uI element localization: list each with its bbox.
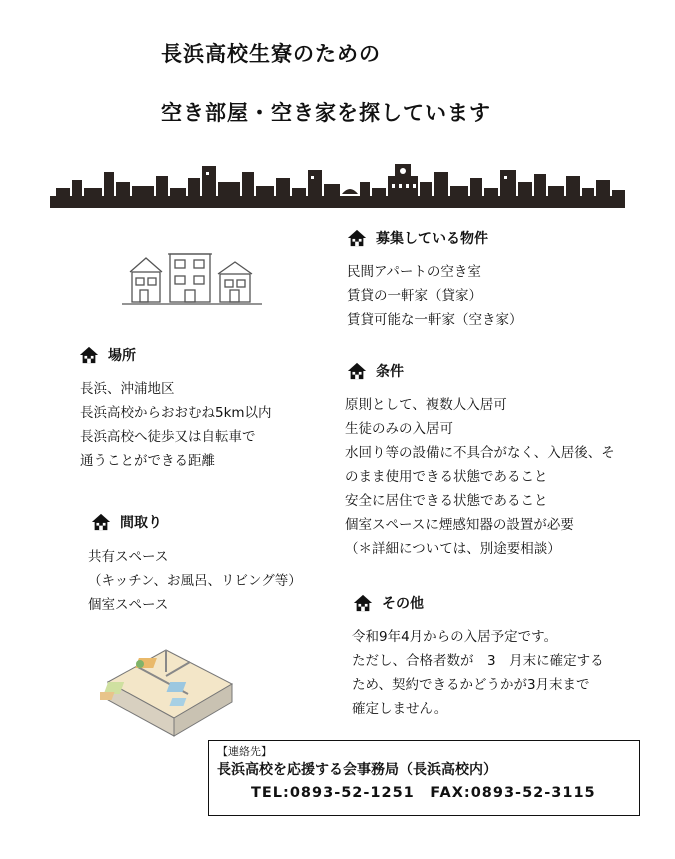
list-item: 確定しません。	[352, 701, 448, 717]
city-skyline-icon	[50, 158, 625, 208]
list-item: 共有スペース	[88, 549, 169, 565]
section-title-other: その他	[382, 596, 424, 612]
section-heading-location	[78, 345, 136, 365]
contact-organization: 長浜高校を応援する会事務局（長浜高校内）	[217, 762, 497, 778]
house-icon	[352, 593, 374, 613]
section-title-layout: 間取り	[120, 515, 162, 531]
section-heading-conditions	[346, 361, 404, 381]
list-item: 個室スペース	[88, 597, 169, 613]
section-body-properties	[347, 260, 523, 332]
houses-illustration	[122, 232, 262, 312]
title-line-1: 長浜高校生寮のための	[161, 42, 381, 66]
title-line-2: 空き部屋・空き家を探しています	[161, 101, 491, 125]
list-item: （＊詳細については、別途要相談）	[345, 541, 561, 557]
section-title-location: 場所	[108, 348, 136, 364]
list-item: 生徒のみの入居可	[345, 421, 453, 437]
list-item: 安全に居住できる状態であること	[345, 493, 548, 509]
list-item: 水回り等の設備に不具合がなく、入居後、そ	[345, 445, 615, 461]
section-title-properties: 募集している物件	[376, 231, 488, 247]
section-title-conditions: 条件	[376, 364, 404, 380]
section-heading-properties	[346, 228, 488, 248]
house-icon	[90, 512, 112, 532]
floorplan-illustration	[100, 622, 238, 744]
list-item: ただし、合格者数が 3 月末に確定する	[352, 653, 604, 669]
list-item: 令和9年4月からの入居予定です。	[352, 629, 558, 645]
list-item: 原則として、複数人入居可	[345, 397, 507, 413]
list-item: 賃貸の一軒家（貸家）	[347, 288, 482, 304]
list-item: 長浜高校からおおむね5km以内	[80, 405, 272, 421]
section-body-other	[352, 625, 604, 721]
house-icon	[78, 345, 100, 365]
section-body-location	[80, 377, 272, 473]
list-item: 長浜高校へ徒歩又は自転車で	[80, 429, 256, 445]
section-body-layout	[88, 545, 302, 617]
list-item: 民間アパートの空き室	[347, 264, 481, 280]
list-item: ため、契約できるかどうかが3月末まで	[352, 677, 590, 693]
section-heading-layout	[90, 512, 162, 532]
list-item: 個室スペースに煙感知器の設置が必要	[345, 517, 574, 533]
section-heading-other	[352, 593, 424, 613]
list-item: のまま使用できる状態であること	[345, 469, 548, 485]
house-icon	[346, 361, 368, 381]
list-item: （キッチン、お風呂、リビング等）	[88, 573, 302, 589]
list-item: 賃貸可能な一軒家（空き家）	[347, 312, 523, 328]
house-icon	[346, 228, 368, 248]
list-item: 長浜、沖浦地区	[80, 381, 175, 397]
contact-phone-fax: TEL:0893-52-1251 FAX:0893-52-3115	[251, 785, 596, 801]
list-item: 通うことができる距離	[80, 453, 215, 469]
section-body-conditions	[345, 393, 615, 561]
contact-box	[208, 740, 640, 816]
contact-label: 【連絡先】	[217, 745, 272, 758]
